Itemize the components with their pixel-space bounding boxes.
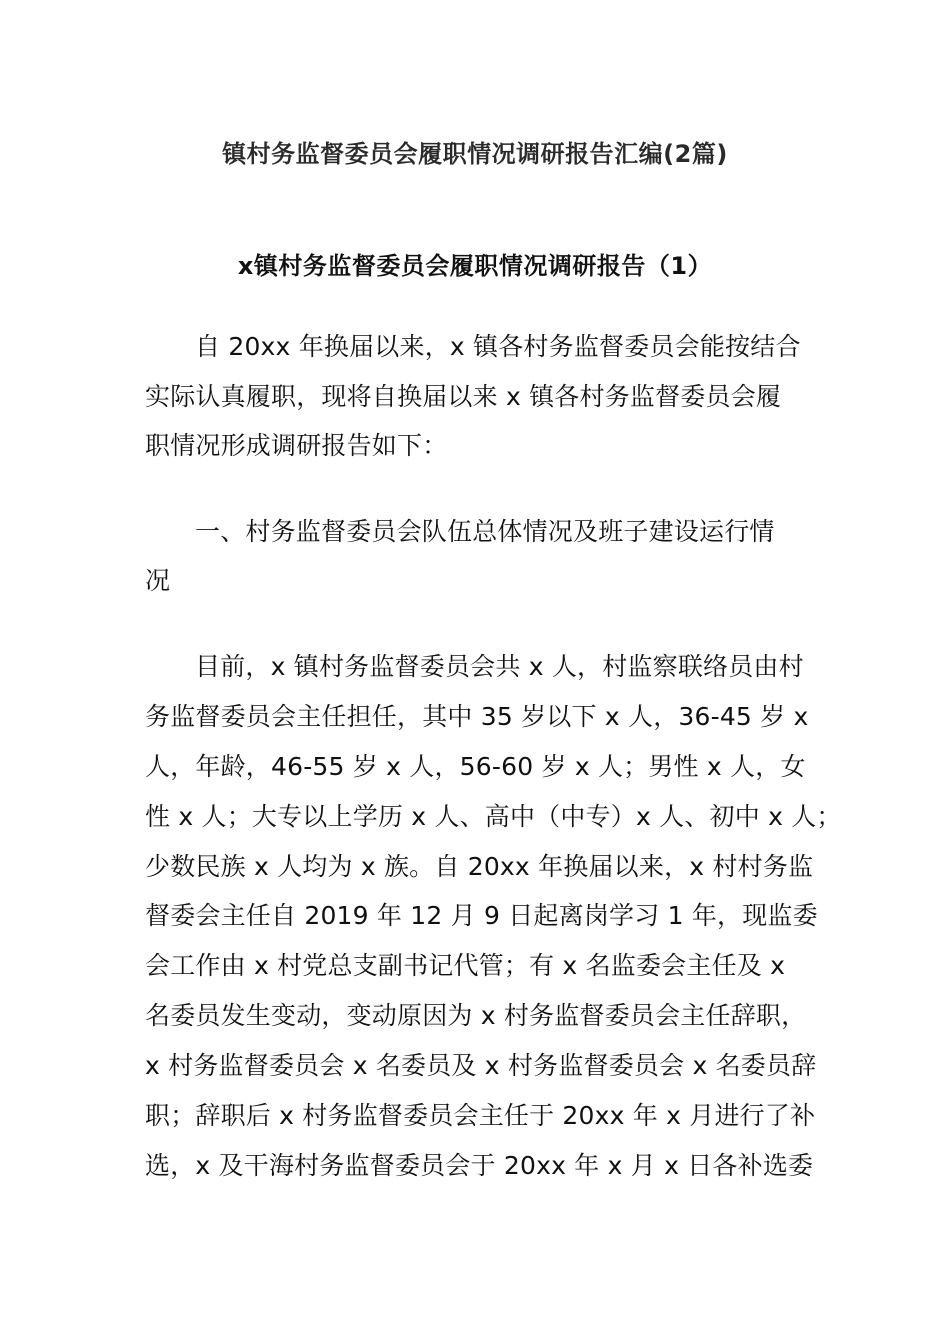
body-paragraph-line: 少数民族 x 人均为 x 族。自 20xx 年换届以来，x 村村务监 (145, 852, 814, 881)
body-paragraph-line: x 村务监督委员会 x 名委员及 x 村务监督委员会 x 名委员辞 (145, 1051, 817, 1080)
body-paragraph-line: 目前，x 镇村务监督委员会共 x 人，村监察联络员由村 (195, 652, 804, 681)
section-heading-line: 一、村务监督委员会队伍总体情况及班子建设运行情 (195, 517, 775, 546)
body-paragraph-line: 人，年龄，46-55 岁 x 人，56-60 岁 x 人；男性 x 人，女 (145, 752, 806, 781)
document-title: 镇村务监督委员会履职情况调研报告汇编(2篇) (222, 140, 728, 168)
intro-paragraph-line: 职情况形成调研报告如下： (145, 431, 448, 460)
body-paragraph-line: 督委会主任自 2019 年 12 月 9 日起离岗学习 1 年，现监委 (145, 901, 818, 930)
intro-paragraph-line: 实际认真履职，现将自换届以来 x 镇各村务监督委员会履 (145, 382, 782, 411)
section-heading-line: 况 (145, 566, 171, 595)
report-subtitle: x镇村务监督委员会履职情况调研报告（1） (237, 252, 713, 280)
body-paragraph-line: 选，x 及干海村务监督委员会于 20xx 年 x 月 x 日各补选委 (145, 1151, 814, 1180)
body-paragraph-line: 务监督委员会主任担任，其中 35 岁以下 x 人，36-45 岁 x (145, 702, 809, 731)
body-paragraph-line: 职；辞职后 x 村务监督委员会主任于 20xx 年 x 月进行了补 (145, 1101, 816, 1130)
body-paragraph-line: 名委员发生变动，变动原因为 x 村务监督委员会主任辞职， (145, 1001, 807, 1030)
body-paragraph-line: 性 x 人；大专以上学历 x 人、高中（中专）x 人、初中 x 人； (145, 802, 842, 831)
body-paragraph-line: 会工作由 x 村党总支副书记代管；有 x 名监委会主任及 x (145, 951, 786, 980)
intro-paragraph-line: 自 20xx 年换届以来，x 镇各村务监督委员会能按结合 (195, 332, 801, 361)
